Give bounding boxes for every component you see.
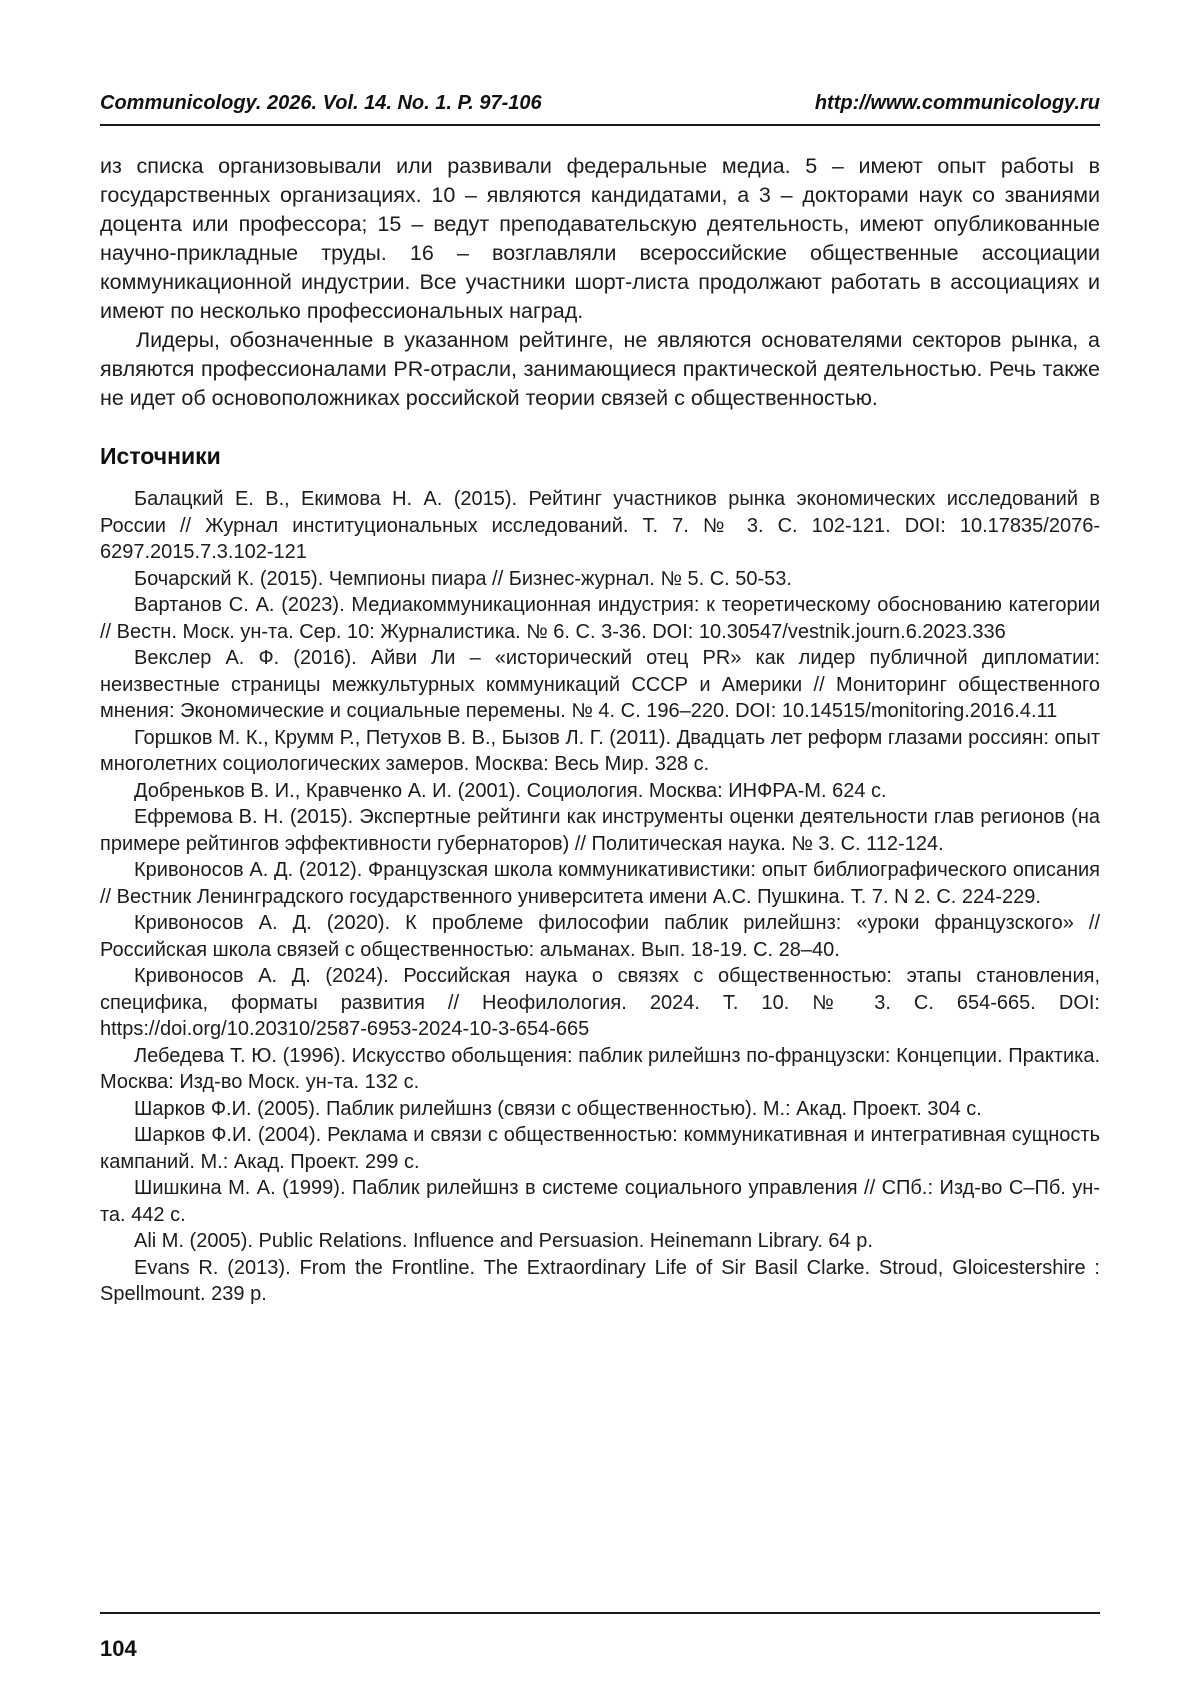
page-number: 104 — [100, 1636, 137, 1661]
reference-item: Шарков Ф.И. (2005). Паблик рилейшнз (связи с общественностью). М.: Акад. Проект. 304 с. — [134, 1097, 982, 1120]
paragraph: из списка организовывали или развивали федеральные медиа. 5 – имеют опыт работы в государственных организациях. 10 – являются кандидатами, а 3 – докторами наук со званиями доцента или профессора; 15 – ведут преподавательскую деятельность, имеют опубликованные научно-прикладные труды. 16 – возглавляли всероссийские общественные ассоциации коммуникационной индустрии. Все участники шорт-листа продолжают работать в ассоциациях и имеют по несколько профессиональных наград. — [100, 154, 1100, 323]
reference-item: Бочарский К. (2015). Чемпионы пиара // Бизнес-журнал. № 5. С. 50-53. — [134, 567, 792, 590]
header-rule — [100, 124, 1100, 126]
reference-item: Балацкий Е. В., Екимова Н. А. (2015). Рейтинг участников рынка экономических исследований в России // Журнал институциональных исследований. Т. 7. № 3. С. 102-121. DOI: 10.17835/2076-6297.2015.7.3.102-121 — [100, 488, 1100, 563]
reference-item: Горшков М. К., Крумм Р., Петухов В. В., Бызов Л. Г. (2011). Двадцать лет реформ глазами россиян: опыт многолетних социологических замеров. Москва: Весь Мир. 328 с. — [100, 726, 1100, 775]
reference-item: Шарков Ф.И. (2004). Реклама и связи с общественностью: коммуникативная и интегративная сущность кампаний. М.: Акад. Проект. 299 с. — [100, 1124, 1100, 1173]
reference-item: Шишкина М. А. (1999). Паблик рилейшнз в системе социального управления // СПб.: Изд-во С–Пб. ун-та. 442 с. — [100, 1177, 1100, 1226]
header-url: http://www.communicology.ru — [814, 92, 1100, 114]
reference-item: Кривоносов А. Д. (2012). Французская школа коммуникативистики: опыт библиографического описания // Вестник Ленинградского государственного университета имени А.С. Пушкина. Т. 7. N 2. С. 224-229. — [100, 859, 1100, 908]
paragraph: Лидеры, обозначенные в указанном рейтинге, не являются основателями секторов рынка, а являются профессионалами PR-отрасли, занимающиеся практической деятельностью. Речь также не идет об основоположниках российской теории связей с общественностью. — [100, 328, 1100, 410]
references-list — [100, 486, 1100, 1308]
reference-item: Кривоносов А. Д. (2020). К проблеме философии паблик рилейшнз: «уроки французского» // Российская школа связей с общественностью: альманах. Вып. 18-19. С. 28–40. — [100, 912, 1100, 961]
reference-item: Векслер А. Ф. (2016). Айви Ли – «исторический отец PR» как лидер публичной дипломатии: неизвестные страницы межкультурных коммуникаций СССР и Америки // Мониторинг общественного мнения: Экономические и социальные перемены. № 4. С. 196–220. DOI: 10.14515/monitoring.2016.4.11 — [100, 647, 1100, 722]
reference-item: Evans R. (2013). From the Frontline. The Extraordinary Life of Sir Basil Clarke. Stroud, Gloicestershire : Spellmount. 239 p. — [100, 1256, 1100, 1305]
body-text — [100, 152, 1100, 413]
header-citation: Communicology. 2026. Vol. 14. No. 1. P. 97-106 — [100, 92, 542, 114]
reference-item: Добреньков В. И., Кравченко А. И. (2001). Социология. Москва: ИНФРА-М. 624 с. — [134, 779, 887, 802]
footer-rule — [100, 1612, 1100, 1614]
reference-item: Ефремова В. Н. (2015). Экспертные рейтинги как инструменты оценки деятельности глав регионов (на примере рейтингов эффективности губернаторов) // Политическая наука. № 3. С. 112-124. — [100, 806, 1100, 855]
reference-item: Вартанов С. А. (2023). Медиакоммуникационная индустрия: к теоретическому обоснованию категории // Вестн. Моск. ун-та. Сер. 10: Журналистика. № 6. С. 3-36. DOI: 10.30547/vestnik.journ.6.2023.336 — [100, 594, 1100, 643]
reference-item: Ali M. (2005). Public Relations. Influence and Persuasion. Heinemann Library. 64 p. — [134, 1230, 873, 1252]
page-header — [100, 92, 1100, 124]
reference-item: Лебедева Т. Ю. (1996). Искусство обольщения: паблик рилейшнз по-французски: Концепции. Практика. Москва: Изд-во Моск. ун-та. 132 с. — [100, 1044, 1100, 1093]
reference-item: Кривоносов А. Д. (2024). Российская наука о связях с общественностью: этапы становления, специфика, форматы развития // Неофилология. 2024. Т. 10. № 3. С. 654-665. DOI: https://doi.org/10.20310/2587-6953-2024-10-3-654-665 — [100, 965, 1100, 1040]
sources-heading: Источники — [100, 443, 221, 469]
